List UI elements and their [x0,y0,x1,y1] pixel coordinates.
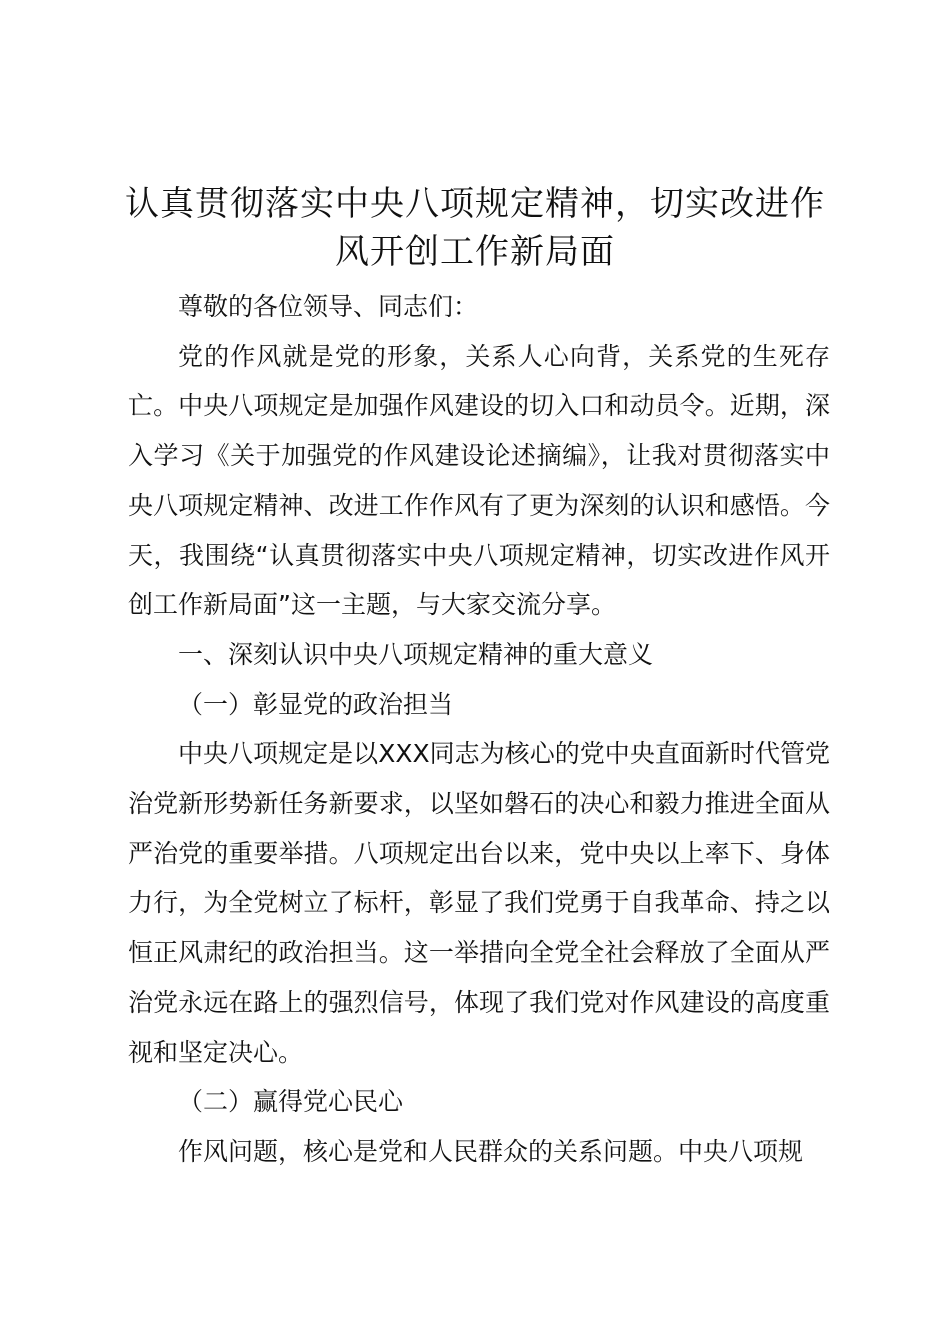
subheading-1: （一）彰显党的政治担当 [178,689,454,719]
body-paragraph-1: 中央八项规定是以XXX同志为核心的党中央直面新时代管党治党新形势新任务新要求，以坚如磐石的决心和毅力推进全面从严治党的重要举措。八项规定出台以来，党中央以上率下、身体力行，为全党树立了标杆，彰显了我们党勇于自我革命、持之以恒正风肃纪的政治担当。这一举措向全党全社会释放了全面从严治党永远在路上的强烈信号，体现了我们党对作风建设的高度重视和坚定决心。 [128,739,830,1067]
document-body [128,282,830,1177]
title-line-1: 认真贯彻落实中央八项规定精神，切实改进作 [125,184,825,224]
intro-paragraph: 党的作风就是党的形象，关系人心向背，关系党的生死存亡。中央八项规定是加强作风建设的切入口和动员令。近期，深入学习《关于加强党的作风建设论述摘编》，让我对贯彻落实中央八项规定精神、改进工作作风有了更为深刻的认识和感悟。今天，我围绕“认真贯彻落实中央八项规定精神，切实改进作风开创工作新局面”这一主题，与大家交流分享。 [128,341,830,620]
salutation: 尊敬的各位领导、同志们： [178,292,479,321]
document-title [110,180,840,276]
section-heading-1: 一、深刻认识中央八项规定精神的重大意义 [178,639,654,669]
title-line-2: 风开创工作新局面 [335,232,615,272]
subheading-2: （二）赢得党心民心 [178,1087,404,1117]
body-paragraph-2: 作风问题，核心是党和人民群众的关系问题。中央八项规 [178,1136,804,1166]
